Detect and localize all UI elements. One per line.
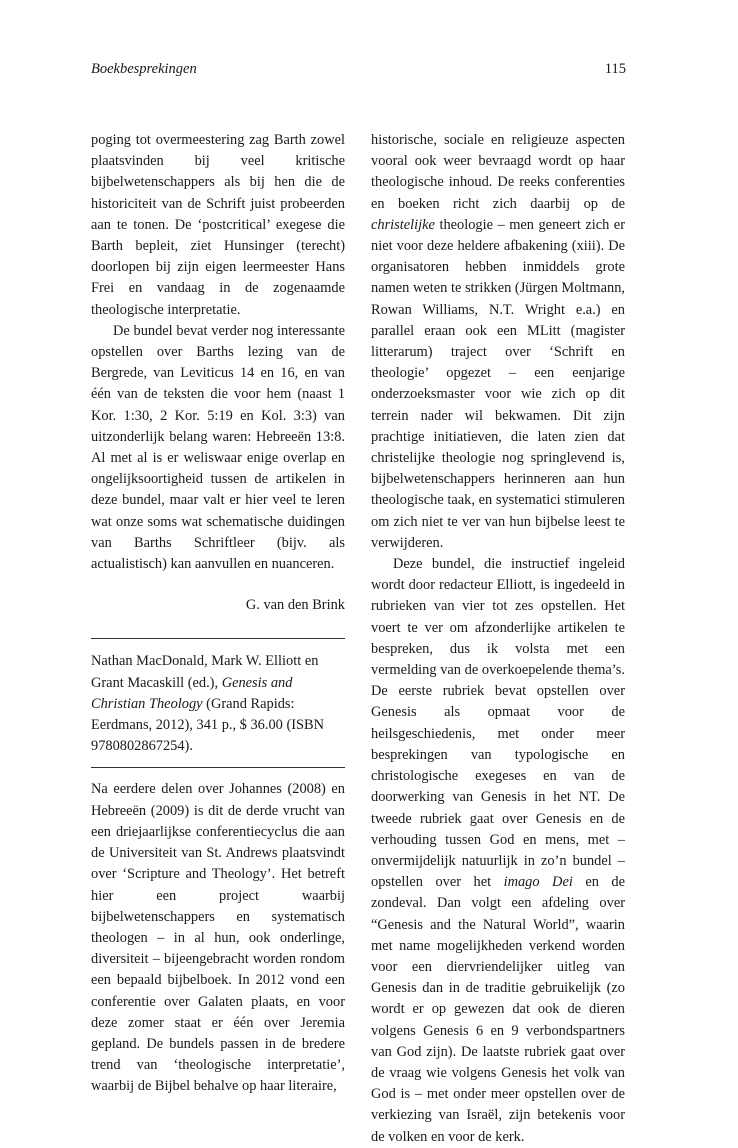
paragraph xyxy=(371,130,625,554)
emphasis: christelijke xyxy=(371,216,435,233)
text-run: Deze bundel, die instructief ingeleid wordt door redacteur Elliott, is ingedeeld in rubrieken van vier tot zes opstellen. Het voert te ver om afzonderlijke artikelen te bespreken, dus ik volsta met een vermelding van de overkoepelende thema’s. De eerste rubriek bevat opstellen over Genesis als opmaat voor de heilsgeschiedenis, met onder meer besprekingen van typologische en christologische exegeses en van de doorwerking van Genesis in het NT. De tweede rubriek gaat over Genesis en de verhouding tussen God en mens, met – onvermijdelijk natuurlijk in zo’n bundel – opstellen over het xyxy=(371,556,625,891)
right-column xyxy=(371,130,625,1148)
text-run: historische, sociale en religieuze aspecten vooral ook weer bevraagd wordt op haar theologische inhoud. De reeks conferenties en boeken richt zich daarbij op de xyxy=(371,132,625,212)
left-column xyxy=(91,130,345,1098)
running-head: Boekbesprekingen xyxy=(91,61,197,77)
page-number: 115 xyxy=(604,61,626,77)
paragraph: Na eerdere delen over Johannes (2008) en Hebreeën (2009) is dit de derde vrucht van een driejaarlijkse conferentiecyclus die aan de Universiteit van St. Andrews plaatsvindt over ‘Scripture and Theology’. Het betreft hier een project waarbij bijbelwetenschappers en systematisch theologen – in al hun, ook onderlinge, diversiteit – bijeengebracht worden rondom een bepaald bijbelboek. In 2012 vond een conferentie over Galaten plaats, en voor deze zomer staat er één over Jeremia gepland. De bundels passen in de bredere trend van ‘theologische interpretatie’, waarbij de Bijbel behalve op haar literaire, xyxy=(91,781,345,1095)
book-publication-info: (Grand Rapids: Eerdmans, 2012), 341 p., $ 36.00 (ISBN 9780802867254). xyxy=(91,695,325,755)
paragraph xyxy=(371,554,625,1148)
paragraph: poging tot overmeestering zag Barth zowel plaatsvinden bij veel kritische bijbelwetenschappers als bij hen die de historiciteit van de Schrift juist probeerden aan te tonen. De ‘postcritical’ exegese die Barth bepleit, ziet Hunsinger (terecht) doorlopen bij zijn eigen leermeester Hans Frei en vandaag in de zogenaamde theologische interpretatie. xyxy=(91,132,345,318)
text-run: en de zondeval. Dan volgt een afdeling over “Genesis and the Natural World”, waarin met name mogelijkheden verkend worden voor een diervriendelijker uitleg van Genesis dan in de traditie gebruikelijk (zo wordt er op gewezen dat ook de dieren volgens Genesis 6 en 9 verbondspartners van God zijn). De laatste rubriek gaat over de vraag wie volgens Genesis het volk van God is – met onder meer opstellen over de verkiezing van Israël, zijn betekenis voor de volken en voor de kerk. xyxy=(371,874,625,1145)
book-title: Genesis and Christian Theology xyxy=(91,674,293,712)
book-citation xyxy=(91,651,345,757)
reviewer-signature: G. van den Brink xyxy=(245,597,345,614)
text-run: theologie – men geneert zich er niet voor deze heldere afbakening (xiii). De organisatoren hebben inmiddels grote namen weten te strikken (Jürgen Moltmann, Rowan Williams, N.T. Wright e.a.) en parallel eraan ook een MLitt (magister litterarum) traject over ‘Schrift en theologie’ opgezet – een eenjarige onderzoeksmaster voor wie zich op dit terrein nader wil bekwamen. Dit zijn prachtige initiatieven, die laten zien dat christelijke theologie nog springlevend is, bijbelwetenschappers herinneren aan hun theologische taak, en systematici stimuleren om zich niet te ver van hun bijbelse leest te verwijderen. xyxy=(371,216,625,551)
divider xyxy=(91,767,345,768)
book-authors: Nathan MacDonald, Mark W. Elliott en Grant Macaskill (ed.), xyxy=(91,653,319,691)
review-bibliographic-header xyxy=(91,639,345,767)
emphasis: imago Dei xyxy=(503,874,573,891)
paragraph: De bundel bevat verder nog interessante opstellen over Barths lezing van de Bergrede, van Leviticus 14 en 16, en van één van de teksten die voor hem (naast 1 Kor. 1:30, 2 Kor. 5:19 en Kol. 3:3) van uitzonderlijk belang waren: Hebreeën 13:8. Al met al is er weliswaar enige overlap en ongelijksoortigheid tussen de artikelen in deze bundel, maar valt er hier veel te leren wat onze soms wat schematische duidingen van Barths Schriftleer (bijv. als actualistisch) kan aanvullen en nuanceren. xyxy=(91,322,345,573)
